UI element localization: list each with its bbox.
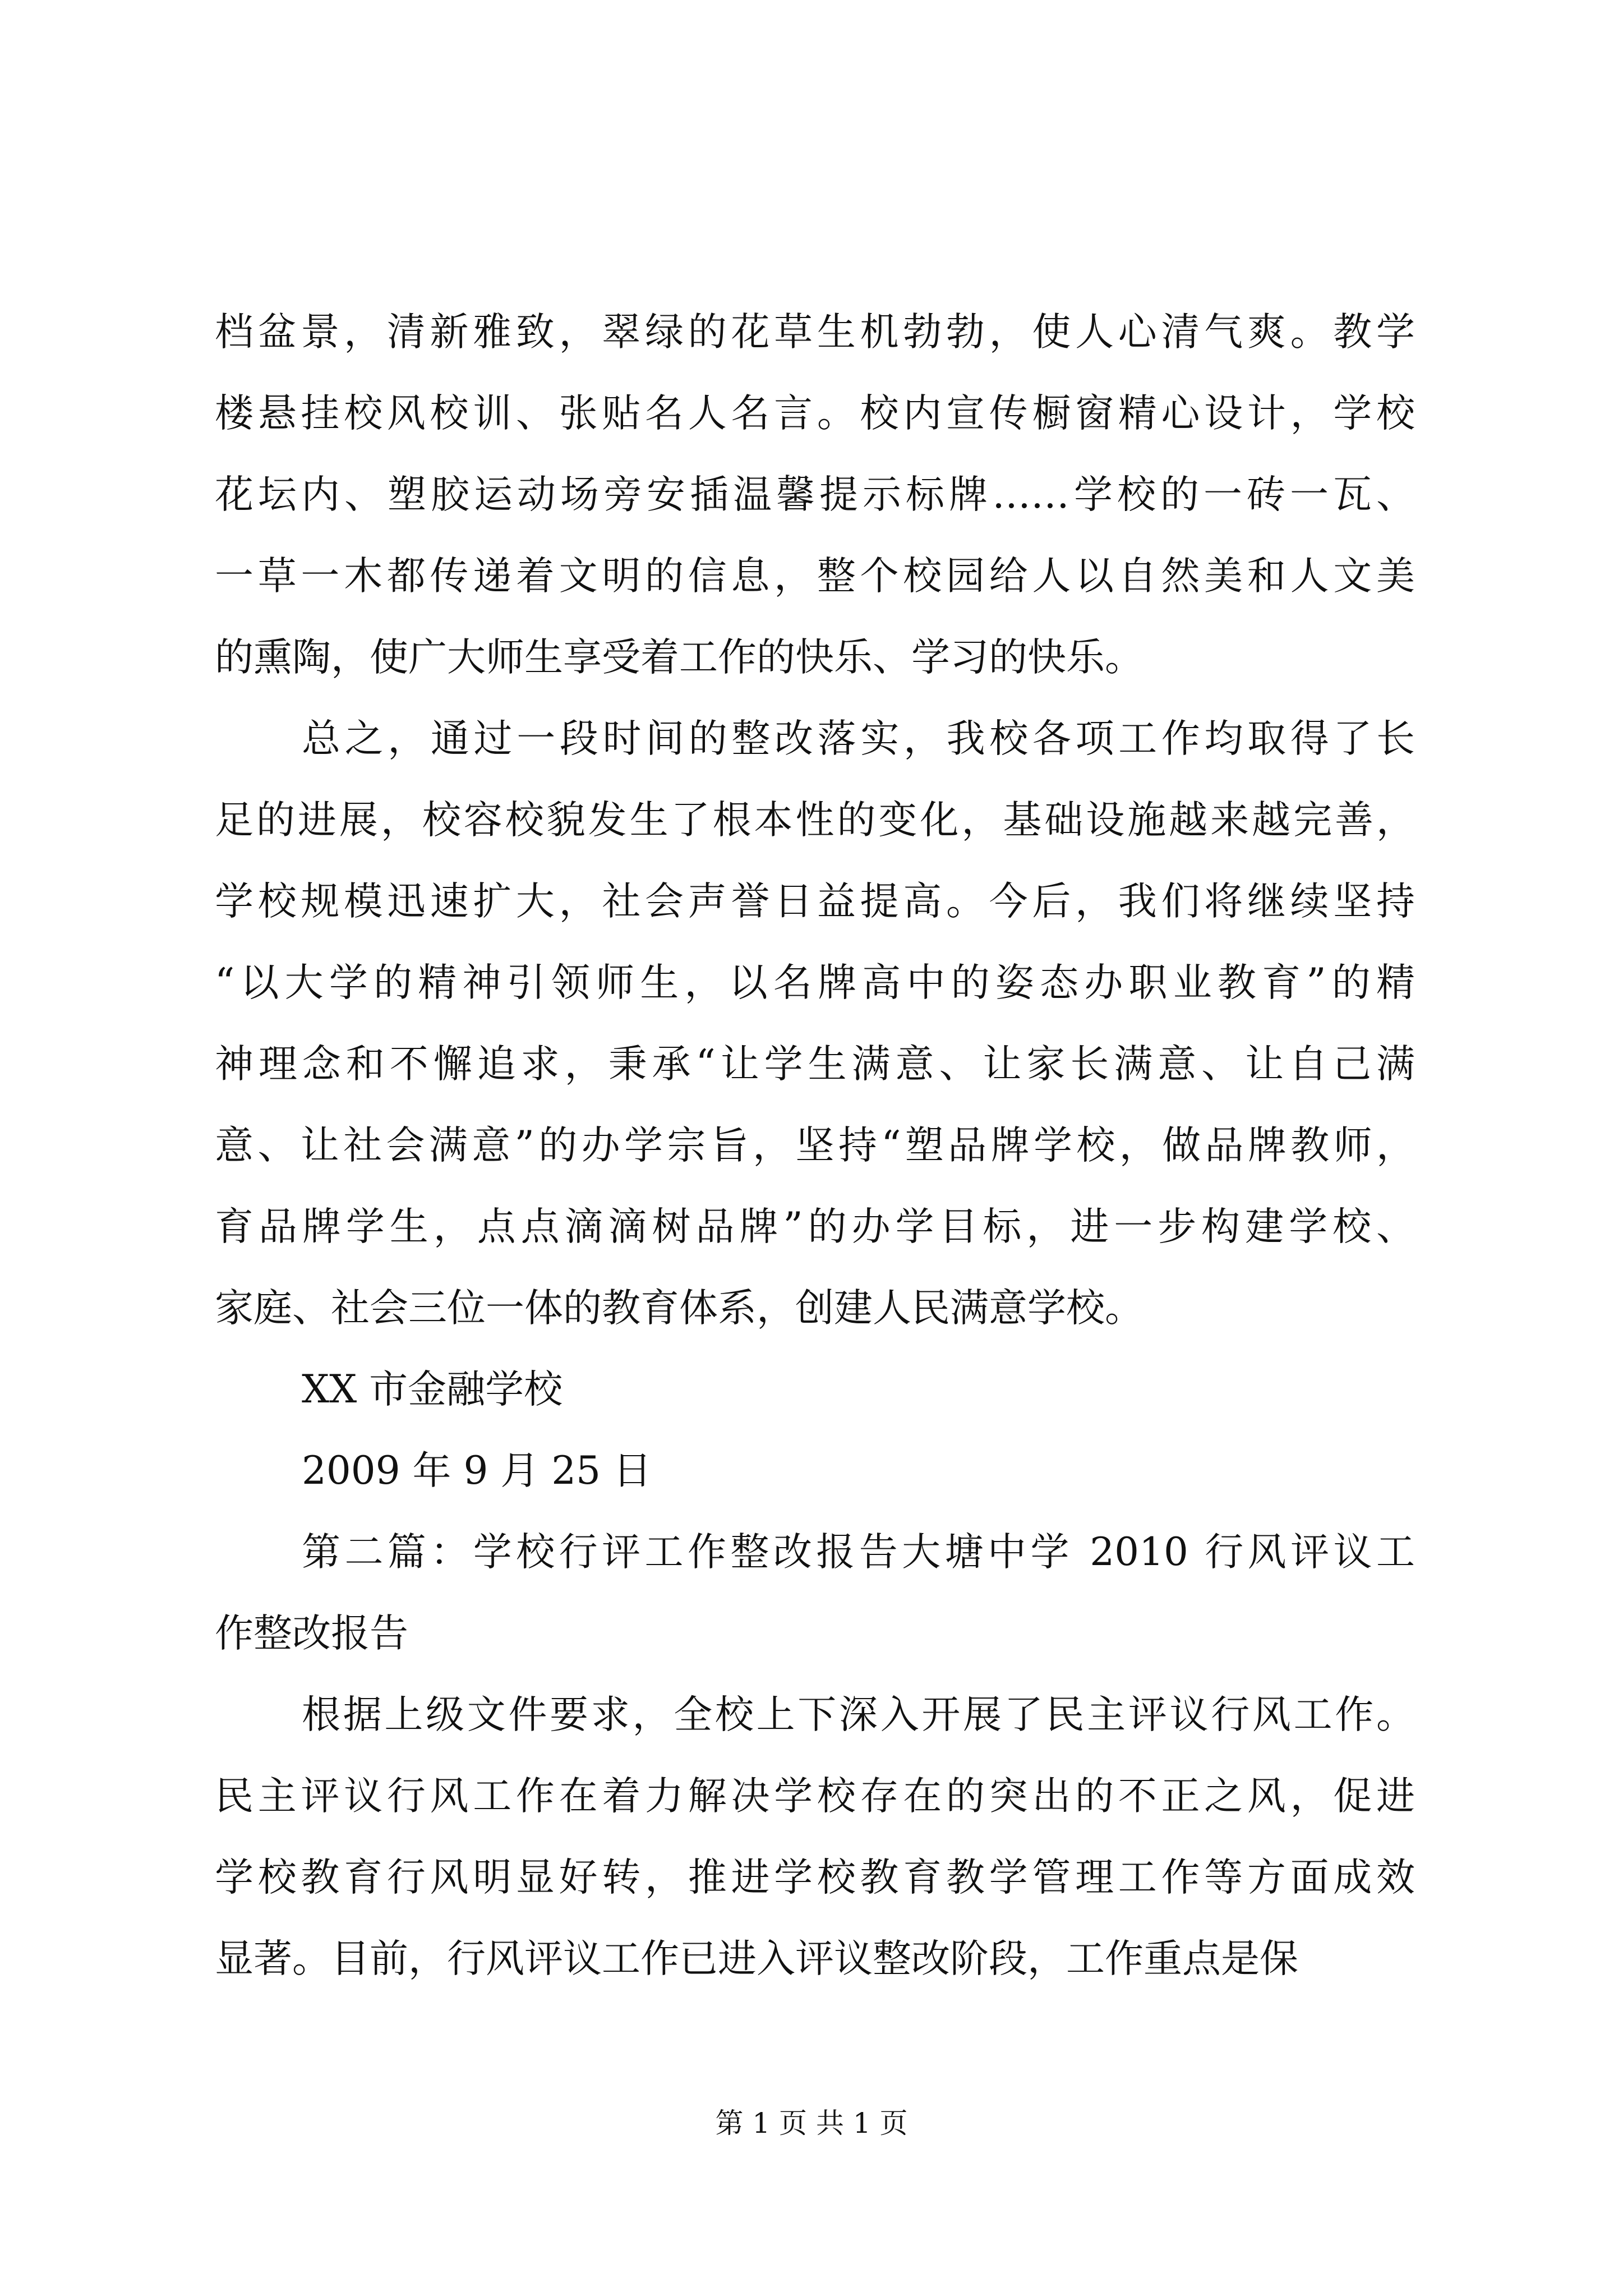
- text-line: 的熏陶，使广大师生享受着工作的快乐、学习的快乐。: [215, 635, 1144, 680]
- text-line: 花坛内、塑胶运动场旁安插温馨提示标牌……学校的一砖一瓦、: [215, 472, 1415, 517]
- text-line: 楼悬挂校风校训、张贴名人名言。校内宣传橱窗精心设计，学校: [215, 391, 1415, 436]
- paragraph: [215, 1674, 1415, 2000]
- paragraph: [215, 1512, 1415, 1674]
- paragraph: [215, 1349, 1415, 1430]
- text-line: 档盆景，清新雅致，翠绿的花草生机勃勃，使人心清气爽。教学: [215, 310, 1415, 355]
- text-line: 2009 年 9 月 25 日: [302, 1448, 652, 1493]
- page-footer: 第 1 页 共 1 页: [715, 2107, 908, 2139]
- paragraph: [215, 698, 1415, 1349]
- text-line: 根据上级文件要求，全校上下深入开展了民主评议行风工作。: [302, 1692, 1415, 1737]
- text-line: XX 市金融学校: [302, 1367, 563, 1412]
- text-line: 民主评议行风工作在着力解决学校存在的突出的不正之风，促进: [215, 1774, 1415, 1819]
- text-line: 显著。目前，行风评议工作已进入评议整改阶段，工作重点是保: [215, 1936, 1298, 1981]
- text-line: “以大学的精神引领师生，以名牌高中的姿态办职业教育”的精: [215, 960, 1415, 1005]
- text-line: 总之，通过一段时间的整改落实，我校各项工作均取得了长: [302, 716, 1415, 761]
- text-line: 足的进展，校容校貌发生了根本性的变化，基础设施越来越完善，: [215, 798, 1415, 843]
- text-line: 家庭、社会三位一体的教育体系，创建人民满意学校。: [215, 1286, 1144, 1331]
- paragraph: [215, 1430, 1415, 1512]
- text-line: 学校教育行风明显好转，推进学校教育教学管理工作等方面成效: [215, 1855, 1415, 1900]
- document-body: [215, 292, 1415, 2000]
- text-line: 学校规模迅速扩大，社会声誉日益提高。今后，我们将继续坚持: [215, 879, 1415, 924]
- text-line: 一草一木都传递着文明的信息，整个校园给人以自然美和人文美: [215, 554, 1415, 599]
- text-line: 意、让社会满意”的办学宗旨，坚持“塑品牌学校，做品牌教师，: [215, 1123, 1415, 1168]
- text-line: 育品牌学生，点点滴滴树品牌”的办学目标，进一步构建学校、: [215, 1204, 1415, 1249]
- text-line: 第二篇：学校行评工作整改报告大塘中学 2010 行风评议工: [302, 1530, 1415, 1575]
- text-line: 作整改报告: [215, 1611, 408, 1656]
- text-line: 神理念和不懈追求，秉承“让学生满意、让家长满意、让自己满: [215, 1042, 1415, 1087]
- paragraph: [215, 292, 1415, 698]
